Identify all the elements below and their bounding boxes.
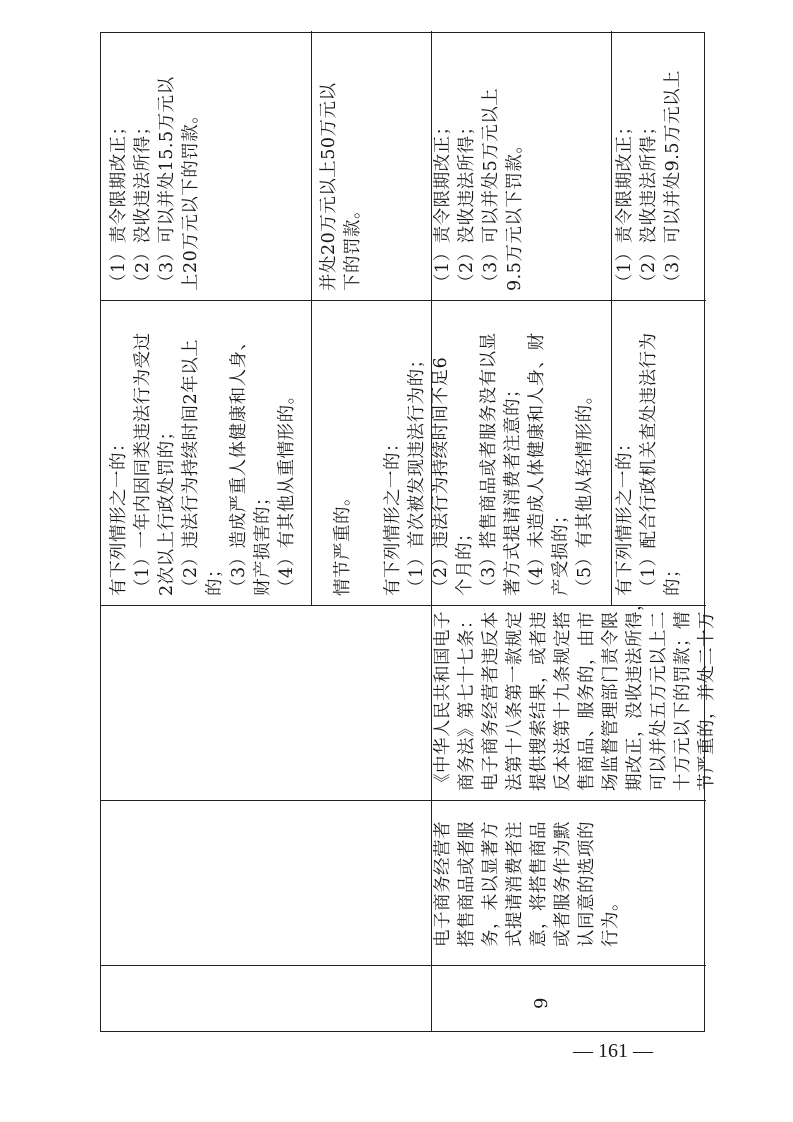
- text-line: 提供搜索结果，或者违: [529, 611, 549, 791]
- text-line: 意，将搭售商品: [529, 821, 549, 947]
- text-line: 节严重的，并处二十万: [697, 611, 717, 791]
- penalty-light: [431, 88, 527, 291]
- text-line: （5）有其他从轻情形的。: [575, 386, 595, 596]
- circumstance-mitigating: [613, 332, 685, 596]
- text-line: 的；: [205, 560, 225, 596]
- text-line: （2）没收违法所得；: [133, 117, 153, 291]
- text-line: 电子商务经营者违反本: [481, 611, 501, 791]
- text-line: （1）责令限期改正；: [433, 117, 453, 291]
- text-line: （1）配合行政机关查处违法行为: [639, 332, 659, 596]
- text-line: 十万元以下的罚款；情: [673, 611, 693, 791]
- prev-circumstance-1: [107, 332, 299, 596]
- page-number: — 161 —: [573, 1040, 653, 1062]
- text-line: （1）责令限期改正；: [615, 117, 635, 291]
- text-line: （3）可以并处5万元以上: [481, 87, 501, 291]
- subrow-divider: [611, 31, 612, 606]
- text-line: （2）没收违法所得；: [639, 117, 659, 291]
- penalty-table: [100, 32, 717, 1032]
- text-line: 或者服务作为默: [553, 821, 573, 947]
- text-line: 商务法》第七十七条：: [457, 611, 477, 791]
- legal-basis-text: [431, 593, 719, 791]
- text-line: （3）造成严重人体健康和人身、: [229, 332, 249, 596]
- text-line: 下的罚款。: [343, 201, 363, 291]
- text-line: 个月的；: [455, 524, 475, 596]
- prev-penalty-2: [317, 82, 365, 291]
- behavior-text: [431, 821, 623, 947]
- text-line: （1）一年内因同类违法行为受过: [133, 332, 153, 596]
- prev-circumstance-2: [331, 488, 355, 596]
- column-divider: [101, 965, 706, 966]
- text-line: 有下列情形之一的：: [615, 434, 635, 596]
- text-line: 期改正，没收违法所得，: [625, 593, 645, 791]
- text-line: 务，未以显著方: [481, 821, 501, 947]
- text-line: 上20万元以下的罚款。: [181, 105, 201, 291]
- text-line: （2）违法行为持续时间2年以上: [181, 338, 201, 596]
- text-line: 行为。: [601, 893, 621, 947]
- text-line: 电子商务经营者: [433, 821, 453, 947]
- prev-penalty-1: [107, 76, 203, 291]
- text-line: 有下列情形之一的：: [109, 434, 129, 596]
- text-line: 2次以上行政处罚的；: [157, 422, 177, 596]
- text-line: （2）违法行为持续时间不足6: [431, 356, 451, 596]
- text-line: （3）可以并处15.5万元以: [157, 76, 177, 291]
- text-line: （1）责令限期改正；: [109, 117, 129, 291]
- subrow-divider: [311, 31, 312, 606]
- column-divider: [101, 800, 706, 801]
- text-line: 有下列情形之一的：: [383, 434, 403, 596]
- row-number: 9: [531, 997, 552, 1009]
- text-line: 认同意的选项的: [577, 821, 597, 947]
- circumstance-light: [381, 332, 597, 596]
- text-line: 法第十八条第一款规定: [505, 611, 525, 791]
- penalty-mitigating: [613, 70, 685, 291]
- column-divider: [101, 300, 706, 301]
- text-line: 式提请消费者注: [505, 821, 525, 947]
- text-line: 的；: [663, 560, 683, 596]
- text-line: （3）可以并处9.5万元以上: [663, 70, 683, 291]
- text-line: 并处20万元以上50万元以: [319, 82, 339, 291]
- text-line: 场监督管理部门责令限: [601, 611, 621, 791]
- text-line: 搭售商品或者服: [457, 821, 477, 947]
- text-line: （4）有其他从重情形的。: [277, 386, 297, 596]
- text-line: （2）没收违法所得；: [457, 117, 477, 291]
- text-line: 产受损的；: [551, 506, 571, 596]
- text-line: 情节严重的。: [333, 488, 353, 596]
- text-line: 《中华人民共和国电子: [433, 611, 453, 791]
- text-line: 可以并处五万元以上二: [649, 611, 669, 791]
- text-line: 著方式提请消费者注意的；: [503, 380, 523, 596]
- text-line: 售商品、服务的，由市: [577, 611, 597, 791]
- text-line: （4）未造成人体健康和人身、财: [527, 332, 547, 596]
- text-line: 财产损害的；: [253, 488, 273, 596]
- text-line: 反本法第十九条规定搭: [553, 611, 573, 791]
- text-line: （3）搭售商品或者服务没有以显: [479, 332, 499, 596]
- text-line: 9.5万元以下罚款。: [505, 135, 525, 291]
- text-line: （1）首次被发现违法行为的；: [407, 350, 427, 596]
